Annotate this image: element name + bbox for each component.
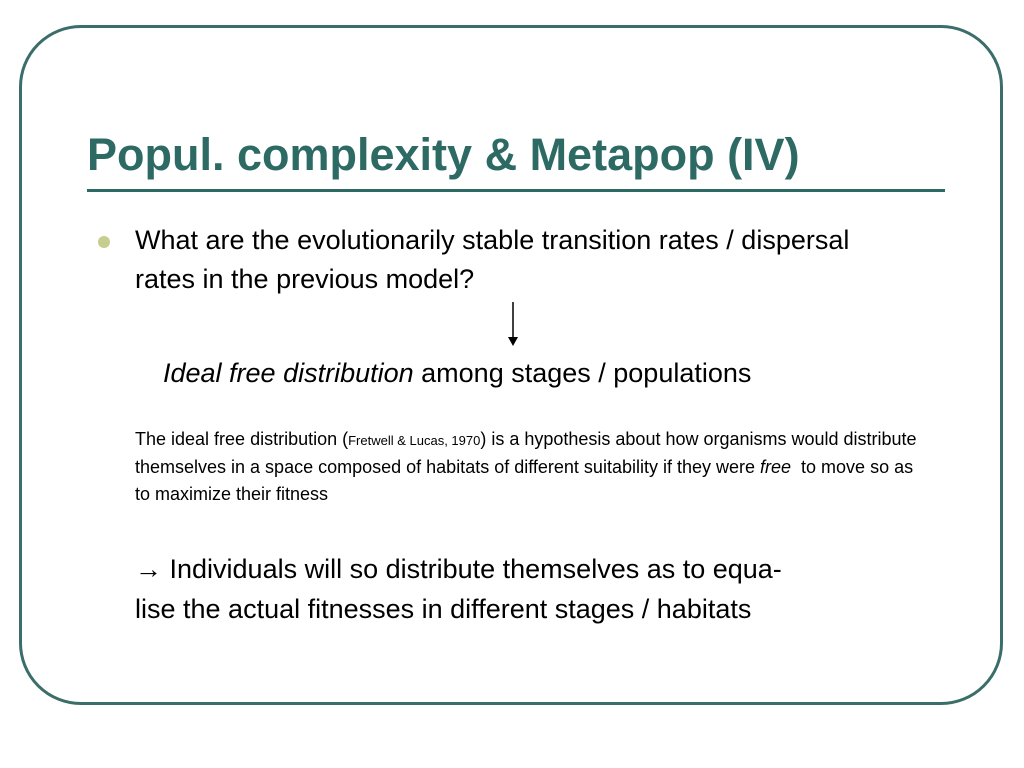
definition-part1: The ideal free distribution ( [135, 429, 349, 449]
conclusion-line2: lise the actual fitnesses in different stages / habitats [135, 594, 752, 624]
ideal-free-distribution-rest: among stages / populations [413, 358, 752, 388]
definition-paragraph [135, 426, 935, 508]
bullet-text: What are the evolutionarily stable transition rates / dispersal rates in the previous model? [135, 225, 850, 294]
conclusion-text [135, 549, 955, 629]
ideal-free-distribution-line [163, 353, 751, 393]
bullet-dot-icon [98, 236, 110, 248]
definition-free-term: free [760, 457, 792, 477]
definition-part2: ) is a hypothesis about how organisms would distribute themselves in a space composed of habitats of different suitability if they were [135, 429, 917, 477]
arrow-down-icon [506, 302, 520, 346]
conclusion-line1: → Individuals will so distribute themselves as to equa- [135, 554, 782, 584]
definition-part3: to move so as to maximize their fitness [135, 457, 924, 504]
slide-title: Popul. complexity & Metapop (IV) [87, 129, 800, 180]
citation: Fretwell & Lucas, 1970 [348, 433, 481, 448]
title-underline [87, 189, 945, 192]
ideal-free-distribution-term: Ideal free distribution [163, 358, 414, 388]
